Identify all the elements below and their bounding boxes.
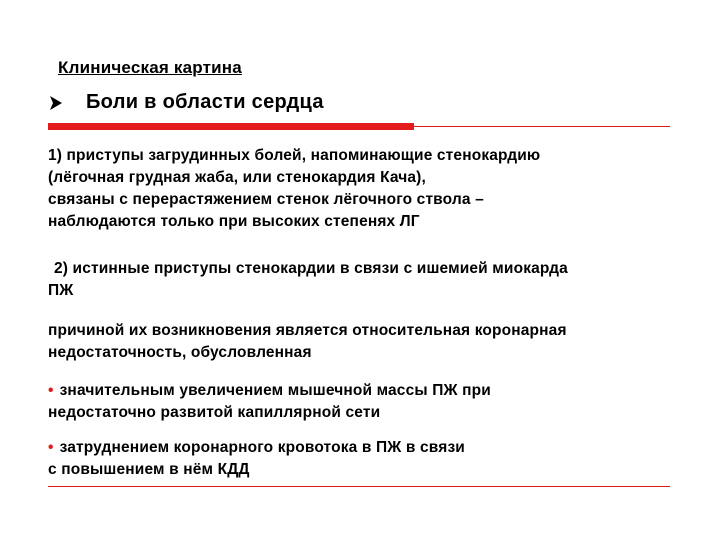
text-line: (лёгочная грудная жаба, или стенокардия Кача), [48, 169, 426, 186]
paragraph-2 [48, 258, 688, 302]
text-line: наблюдаются только при высоких степенях ЛГ [48, 213, 420, 230]
text-line: 2) истинные приступы стенокардии в связи с ишемией миокарда [54, 260, 568, 277]
title-row [50, 91, 324, 114]
text-line: недостаточно развитой капиллярной сети [48, 404, 381, 421]
arrow-bullet-icon [50, 96, 62, 110]
text-line: с повышением в нём КДД [48, 461, 250, 478]
text-line: значительным увеличением мышечной массы ПЖ при [59, 382, 491, 399]
text-line: 1) приступы загрудинных болей, напоминающие стенокардию [48, 147, 541, 164]
paragraph-3 [48, 320, 688, 364]
bottom-divider-line [48, 486, 670, 487]
text-line: причиной их возникновения является относительная коронарная [48, 322, 567, 339]
text-line: затруднением коронарного кровотока в ПЖ в связи [59, 439, 465, 456]
slide-title: Боли в области сердца [86, 91, 324, 113]
bullet-dot-icon: • [48, 382, 54, 399]
bullet-item-2 [48, 437, 688, 481]
text-line: ПЖ [48, 282, 74, 299]
paragraph-1 [48, 145, 688, 233]
accent-bar [48, 123, 414, 130]
text-line: недостаточность, обусловленная [48, 344, 312, 361]
text-line: связаны с перерастяжением стенок лёгочного ствола – [48, 191, 484, 208]
bullet-dot-icon: • [48, 439, 54, 456]
bullet-item-1 [48, 380, 688, 424]
slide-kicker: Клиническая картина [58, 58, 242, 77]
